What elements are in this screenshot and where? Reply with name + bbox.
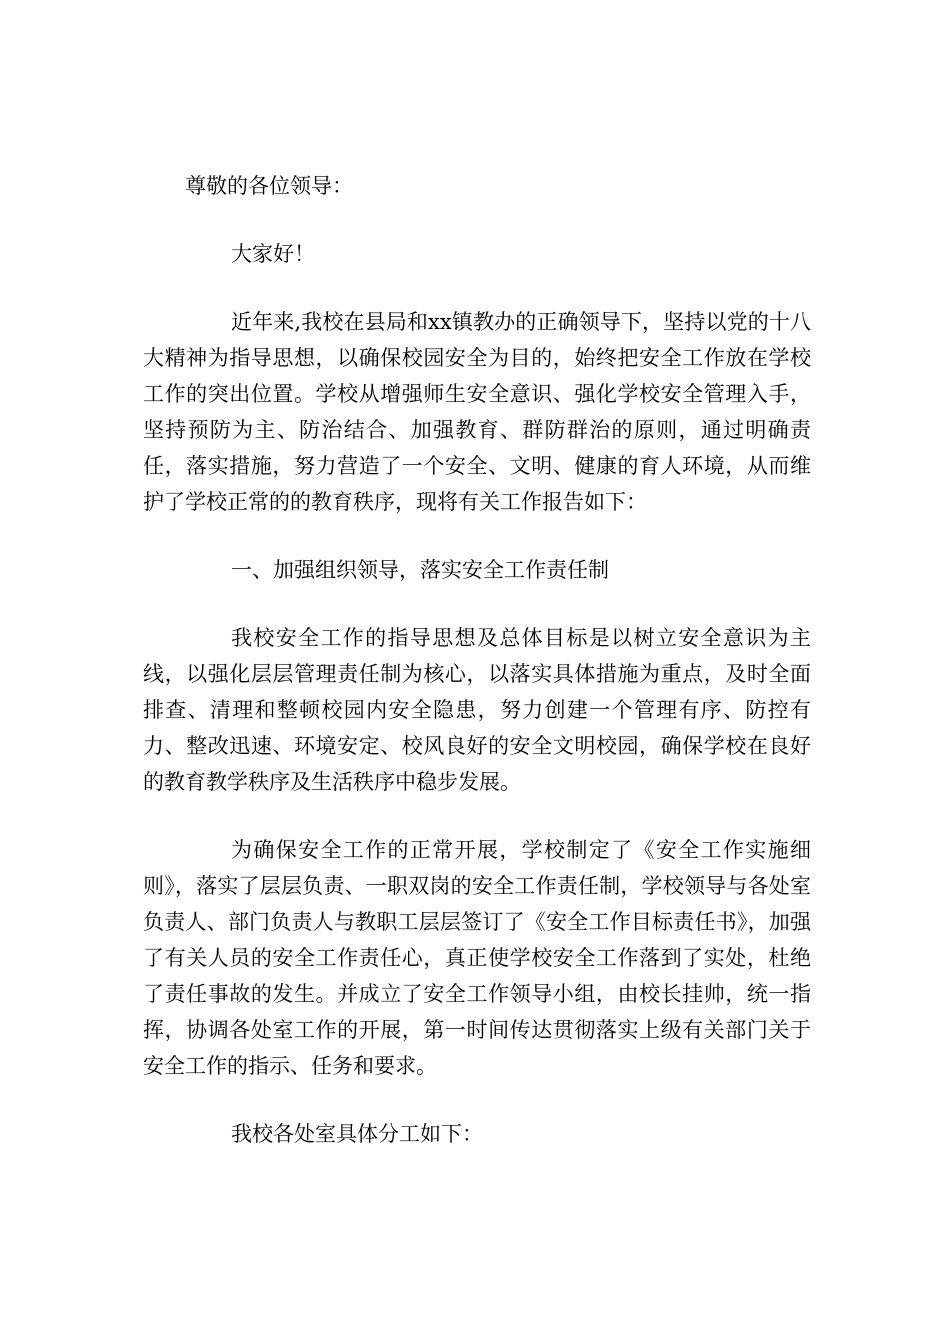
body-paragraph-3: 我校各处室具体分工如下： xyxy=(231,1122,483,1146)
body-paragraph-1: 我校安全工作的指导思想及总体目标是以树立安全意识为主线，以强化层层管理责任制为核心，以落实具体措施为重点，及时全面排查、清理和整顿校园内安全隐患，努力创建一个管理有序、防控有力、整改迅速、环境安定、校风良好的安全文明校园，确保学校在良好的教育教学秩序及生活秩序中稳步发展。 xyxy=(143,626,811,794)
salutation: 尊敬的各位领导： xyxy=(185,174,353,198)
section-heading-1: 一、加强组织领导，落实安全工作责任制 xyxy=(231,558,609,582)
body-paragraph-2: 为确保安全工作的正常开展，学校制定了《安全工作实施细则》，落实了层层负责、一职双岗的安全工作责任制，学校领导与各处室负责人、部门负责人与教职工层层签订了《安全工作目标责任书》，加强了有关人员的安全工作责任心，真正使学校安全工作落到了实处，杜绝了责任事故的发生。并成立了安全工作领导小组，由校长挂帅，统一指挥，协调各处室工作的开展，第一时间传达贯彻落实上级有关部门关于安全工作的指示、任务和要求。 xyxy=(143,838,811,1078)
greeting: 大家好！ xyxy=(231,242,315,266)
document-body xyxy=(143,168,811,1184)
intro-paragraph: 近年来,我校在县局和xx镇教办的正确领导下，坚持以党的十八大精神为指导思想，以确保校园安全为目的，始终把安全工作放在学校工作的突出位置。学校从增强师生安全意识、强化学校安全管理入手，坚持预防为主、防治结合、加强教育、群防群治的原则，通过明确责任，落实措施，努力营造了一个安全、文明、健康的育人环境，从而维护了学校正常的的教育秩序，现将有关工作报告如下： xyxy=(143,310,811,514)
